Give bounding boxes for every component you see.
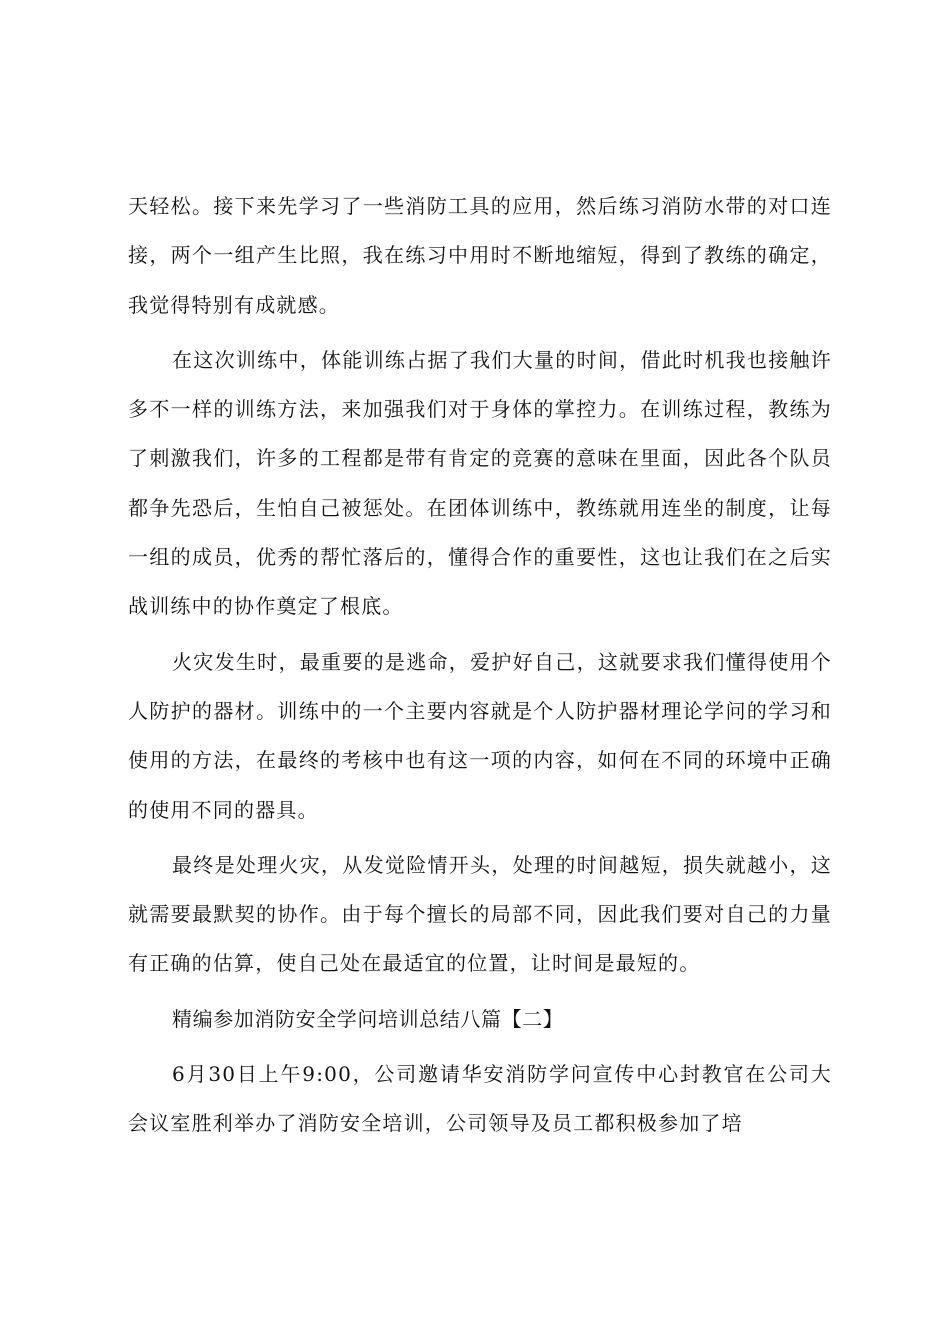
- section-heading: 精编参加消防安全学问培训总结八篇【二】: [172, 1006, 564, 1031]
- paragraph-fire-handling: 最终是处理火灾，从发觉险情开头，处理的时间越短，损失就越小，这就需要最默契的协作。由于每个擅长的局部不同，因此我们要对自己的力量有正确的估算，使自己处在最适宜的位置，让时间是最短的。: [128, 852, 832, 976]
- paragraph-training-event: 6月30日上午9:00，公司邀请华安消防学问宣传中心封教官在公司大会议室胜利举办了消防安全培训，公司领导及员工都积极参加了培: [128, 1062, 832, 1136]
- paragraph-physical-training: 在这次训练中，体能训练占据了我们大量的时间，借此时机我也接触许多不一样的训练方法，来加强我们对于身体的掌控力。在训练过程，教练为了刺激我们，许多的工程都是带有肯定的竞赛的意味在里面，因此各个队员都争先恐后，生怕自己被惩处。在团体训练中，教练就用连坐的制度，让每一组的成员，优秀的帮忙落后的，懂得合作的重要性，这也让我们在之后实战训练中的协作奠定了根底。: [128, 347, 832, 619]
- paragraph-continued: 天轻松。接下来先学习了一些消防工具的应用，然后练习消防水带的对口连接，两个一组产生比照，我在练习中用时不断地缩短，得到了教练的确定，我觉得特别有成就感。: [128, 194, 832, 317]
- paragraph-personal-protection: 火灾发生时，最重要的是逃命，爱护好自己，这就要求我们懂得使用个人防护的器材。训练中的一个主要内容就是个人防护器材理论学问的学习和使用的方法，在最终的考核中也有这一项的内容，如何在不同的环境中正确的使用不同的器具。: [128, 649, 832, 822]
- document-body: [128, 182, 832, 1155]
